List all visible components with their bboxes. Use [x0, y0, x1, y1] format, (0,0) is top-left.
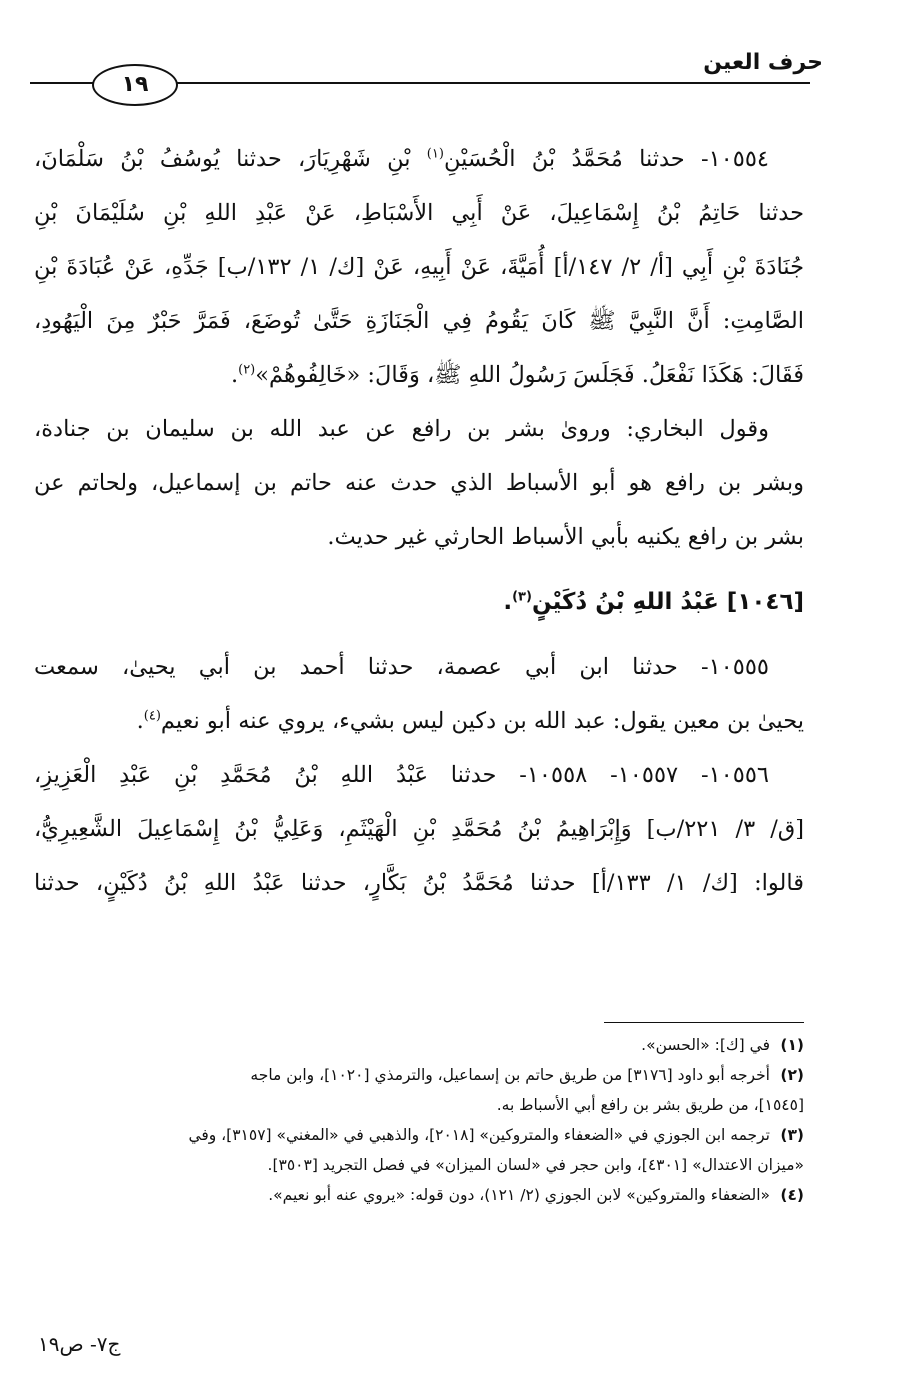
footnote-text: في [ك]: «الحسن». — [641, 1036, 770, 1054]
footnote-number: (٣) — [780, 1126, 804, 1144]
footnote-continuation: «ميزان الاعتدال» [٤٣٠١]، وابن حجر في «لسان الميزان» في فصل التجريد [٣٥٠٣]. — [267, 1156, 804, 1174]
text-line: ١٠٥٥٥- حدثنا ابن أبي عصمة، حدثنا أحمد بن أبي يحيىٰ، سمعت — [34, 654, 769, 680]
footnote — [34, 1060, 804, 1090]
folio-signature: ج٧- ص١٩ — [38, 1332, 121, 1356]
text-line: وقول البخاري: وروىٰ بشر بن رافع عن عبد الله بن سليمان بن جنادة، — [34, 416, 769, 442]
text-span: بْنِ شَهْرِيَارَ، حدثنا يُوسُفُ بْنُ سَلْمَانَ، — [34, 146, 411, 172]
text-line — [34, 348, 804, 402]
footnote-rule — [604, 1022, 804, 1023]
page-number-oval: ١٩ — [92, 64, 178, 106]
text-line: جُنَادَةَ بْنِ أَبِي [أ/ ٢/ ١٤٧/أ] أُمَيَّةَ، عَنْ أَبِيهِ، عَنْ [ك/ ١/ ١٣٢/ب] جَدِّهِ، عَنْ عُبَادَةَ بْنِ — [34, 254, 804, 280]
hadith-10554-start: ١٠٥٥٤- حدثنا مُحَمَّدُ بْنُ الْحُسَيْنِ — [443, 146, 770, 172]
text-line — [34, 694, 804, 748]
footnote-number: (٢) — [780, 1066, 804, 1084]
text-span: . — [230, 362, 239, 388]
text-line: حدثنا حَاتِمُ بْنُ إِسْمَاعِيلَ، عَنْ أَبِي الأَسْبَاطِ، عَنْ عَبْدِ اللهِ بْنِ سُلَيْمَانَ بْنِ — [34, 200, 804, 226]
footnote — [34, 1120, 804, 1150]
text-line: قالوا: [ك/ ١/ ١٣٣/أ] حدثنا مُحَمَّدُ بْنُ بَكَّارٍ، حدثنا عَبْدُ اللهِ بْنُ دُكَيْنٍ، حدثنا — [34, 870, 804, 896]
footnote-number: (١) — [780, 1036, 804, 1054]
text-line: [ق/ ٣/ ٢٢١/ب] وَإِبْرَاهِيمُ بْنُ مُحَمَّدِ بْنِ الْهَيْثَمِ، وَعَلِيُّ بْنُ إِسْمَاعِيلَ الشَّعِيرِيُّ، — [34, 816, 804, 842]
footnote-text: ترجمه ابن الجوزي في «الضعفاء والمتروكين» [٢٠١٨]، والذهبي في «المغني» [٣١٥٧]، وفي — [188, 1126, 770, 1144]
running-header-chapter: حرف العين — [703, 50, 823, 75]
footnote-ref-1: (١) — [426, 146, 444, 162]
footnotes — [34, 1030, 804, 1210]
text-span: . — [503, 589, 513, 615]
entry-heading-text: [١٠٤٦] عَبْدُ اللهِ بْنُ دُكَيْنٍ — [531, 589, 804, 615]
main-text — [34, 132, 804, 910]
entry-heading — [34, 572, 804, 632]
text-span: . — [136, 708, 144, 734]
text-span: يحيىٰ بن معين يقول: عبد الله بن دكين ليس بشيء، يروي عنه أبو نعيم — [160, 708, 804, 734]
footnote-number: (٤) — [780, 1186, 804, 1204]
footnote-ref-2: (٢) — [238, 362, 256, 378]
text-line: الصَّامِتِ: أَنَّ النَّبِيَّ ﷺ كَانَ يَقُومُ فِي الْجَنَازَةِ حَتَّىٰ تُوضَعَ، فَمَرَّ حَبْرٌ مِنَ الْيَهُودِ، — [34, 308, 804, 334]
text-span: فَقَالَ: هَكَذَا نَفْعَلُ. فَجَلَسَ رَسُولُ اللهِ ﷺ، وَقَالَ: «خَالِفُوهُمْ» — [255, 362, 804, 388]
text-line: ١٠٥٥٦- ١٠٥٥٧- ١٠٥٥٨- حدثنا عَبْدُ اللهِ بْنُ مُحَمَّدِ بْنِ عَبْدِ الْعَزِيزِ، — [34, 762, 769, 788]
footnote-text: أخرجه أبو داود [٣١٧٦] من طريق حاتم بن إسماعيل، والترمذي [١٠٢٠]، وابن ماجه — [250, 1066, 770, 1084]
footnote-ref-4: (٤) — [143, 708, 161, 724]
text-line: بشر بن رافع يكنيه بأبي الأسباط الحارثي غير حديث. — [327, 524, 804, 550]
footnote-text: «الضعفاء والمتروكين» لابن الجوزي (٢/ ١٢١)، دون قوله: «يروي عنه أبو نعيم». — [268, 1186, 770, 1204]
footnote-ref-3: (٣) — [512, 589, 532, 605]
footnote — [34, 1030, 804, 1060]
text-line: وبشر بن رافع هو أبو الأسباط الذي حدث عنه حاتم بن إسماعيل، ولحاتم عن — [34, 470, 804, 496]
footnote — [34, 1180, 804, 1210]
footnote-continuation: [١٥٤٥]، من طريق بشر بن رافع أبي الأسباط به. — [496, 1096, 804, 1114]
text-line — [34, 132, 804, 186]
